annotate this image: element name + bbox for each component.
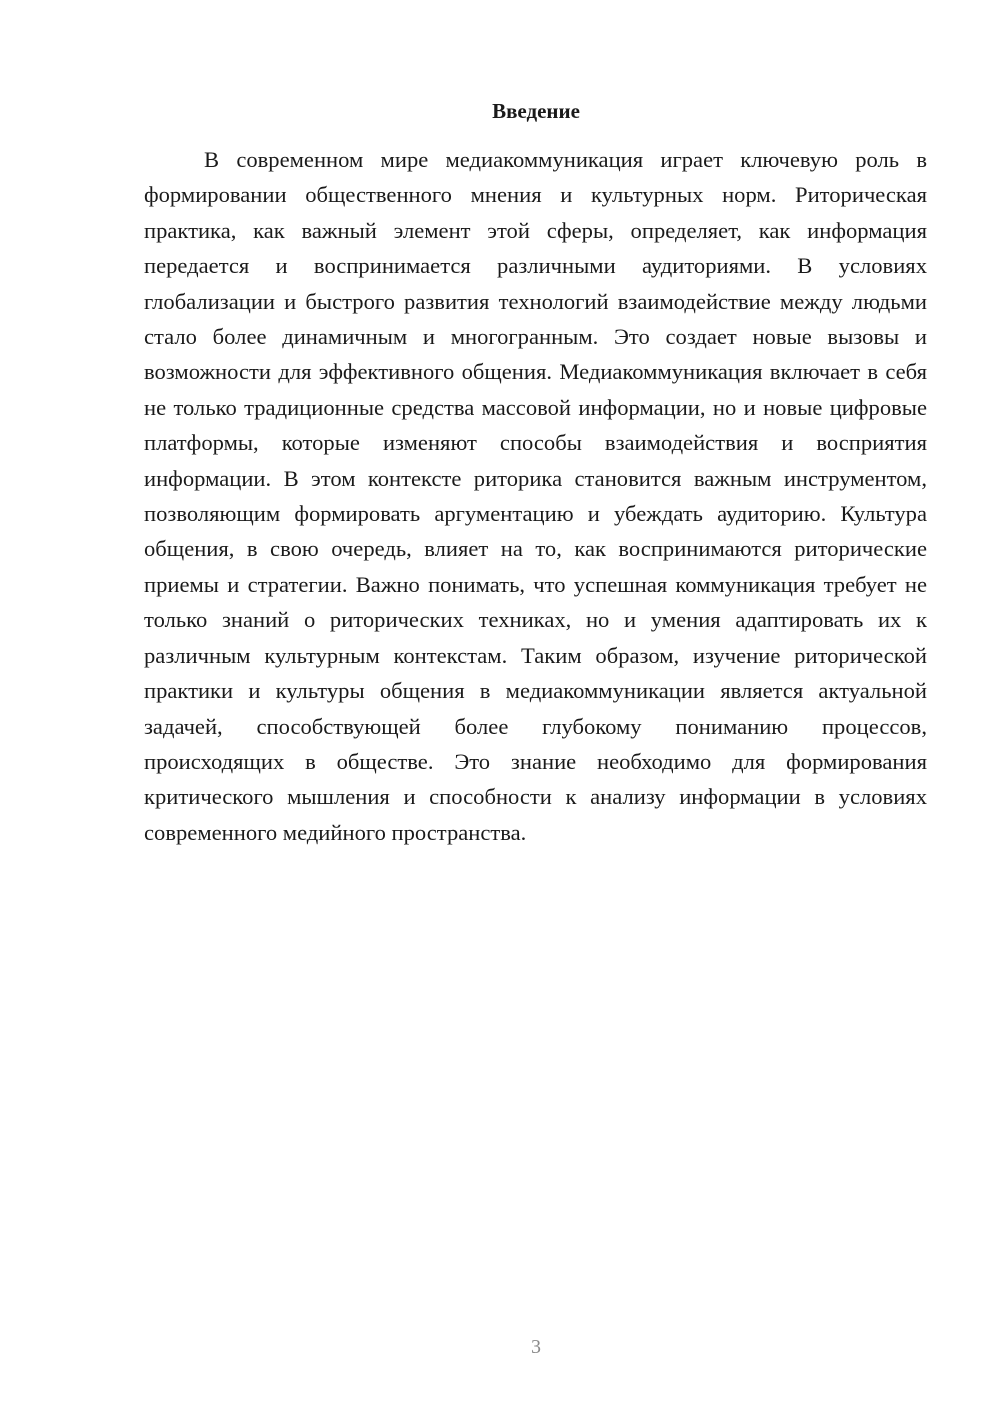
page-title: Введение [492,99,580,123]
body-paragraph: В современном мире медиакоммуникация играет ключевую роль в формировании общественного мнения и культурных норм. Риторическая практика, как важный элемент этой сферы, определяет, как информация передается и воспринимается различными аудиториями. В условиях глобализации и быстрого развития технологий взаимодействие между людьми стало более динамичным и многогранным. Это создает новые вызовы и возможности для эффективного общения. Медиакоммуникация включает в себя не только традиционные средства массовой информации, но и новые цифровые платформы, которые изменяют способы взаимодействия и восприятия информации. В этом контексте риторика становится важным инструментом, позволяющим формировать аргументацию и убеждать аудиторию. Культура общения, в свою очередь, влияет на то, как воспринимаются риторические приемы и стратегии. Важно понимать, что успешная коммуникация требует не только знаний о риторических техниках, но и умения адаптировать их к различным культурным контекстам. Таким образом, изучение риторической практики и культуры общения в медиакоммуникации является актуальной задачей, способствующей более глубокому пониманию процессов, происходящих в обществе. Это знание необходимо для формирования критического мышления и способности к анализу информации в условиях современного медийного пространства. [144,147,927,845]
page-number: 3 [531,1336,541,1358]
